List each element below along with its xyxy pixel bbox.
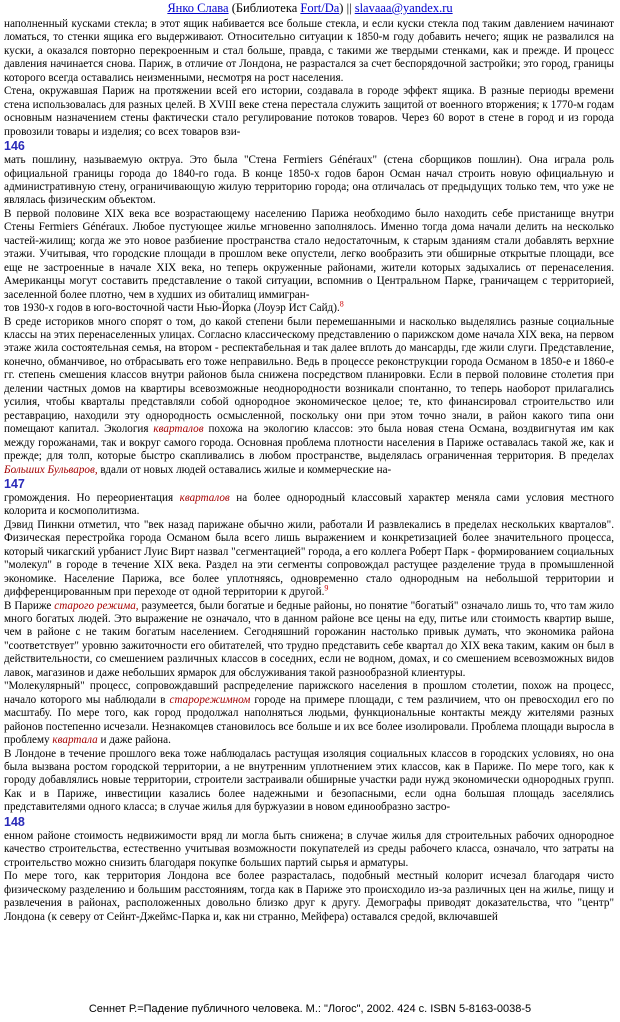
paragraph-text: на более однородный классовый характер меняла сами условия местного колорита и космополитизма. [4, 491, 614, 518]
page-header [0, 1, 620, 16]
paragraph: енном районе стоимость недвижимости вряд ли могла быть снижена; в случае жилья для строительных рабочих однородное качество строительства, естественно учитывая возможности покупателей из среды рабочего класса, означало, что затраты на строительство можно снизить благодаря покупке больших партий сырья и арматуры. [4, 829, 614, 869]
term-kvartalov: кварталов [153, 423, 204, 436]
fortda-link[interactable]: Fort/Da [300, 1, 340, 15]
author-link[interactable]: Янко Слава [167, 1, 229, 15]
paragraph: В первой половине XIX века все возрастающему населению Парижа необходимо было находить себе пристанище внутри Стены Fermiers Généraux. Любое пустующее жилье мгновенно заполнялось. Именно тогда дома начали делить на несколько частей-жилищ; когда же это новое разбиение пространства стало недостаточным, к старым зданиям стали добавлять верхние этажи. Учитывая, что городские площади в прошлом веке опустели, легко вообразить эти обширные открытые площади, все еще не застроенные в начале XIX века, но теперь окруженные районами, жители которых задыхались от перенаселения. Американцы могут составить представление о такой ситуации, вспомнив о Центральном Парке, граничащем с территорией, заселенной более плотно, чем в худших из обиталищ иммигран- [4, 207, 614, 301]
paragraph-text: "Молекулярный" процесс, сопровождавший распределение парижского населения в прошлом столетии, похож на процесс, начало которого мы наблюдали в [4, 680, 614, 706]
paragraph [4, 316, 614, 477]
paragraph: В Лондоне в течение прошлого века тоже наблюдалась растущая изоляция социальных классов в городских условиях, но она была вызвана ростом городской территории, а не внутренним уплотнением этих классов, как в Париже. По мере того, как к городу добавлялись новые территории, строители застраивали обширные участки ради нужд экономически однородных групп. Как и в Париже, инвестиции казались более надежными и безопасными, если одна большая площадь заселялись представителями одного класса; в случае жилья для буржуазии в новом единообразно застро- [4, 747, 614, 814]
paragraph-text: разумеется, были богатые и бедные районы, но понятие "богатый" означало лишь то, что там жило много богатых людей. Это выражение не означало, что в данном районе все цены на еду, питье или стоимость квартир выше, чем в районе с не таким богатым населением. Сегодняшний горожанин настолько привык думать, что экономика района "соответствует" уровню зажиточности его обитателей, что трудно представить себе квартал до XIX века таким, каким он был в действительности, со смешением различных классов в соседних, если не водном, домах, и со смешением всевозможных видов лавок, магазинов и даже небольших ярмарок для обслуживания такой разнообразной клиентуры. [4, 599, 614, 679]
term-old-regime: старого режима, [54, 599, 139, 612]
paragraph-text: похожа на экологию классов: это была новая стена Османа, воздвигнутая им как между горожанами, так и вокруг самого города. Основная проблема плотности населения в Париже оставалась такой же, как и прежде; для толп, которые быстро скапливались в любом пространстве, выделялась ограниченная территория. В пределах [4, 423, 614, 463]
paragraph: По мере того, как территория Лондона все более разрасталась, подобный местный колорит исчезал благодаря чисто физическому разделению и большим расстояниям, тогда как в Париже это происходило из-за различных цен на жилье, пищу и развлечения в районах, расположенных довольно близко друг к другу. Демографы приводят доказательства, что "центр" Лондона (к северу от Сейнт-Джеймс-Парка и, как ни странно, Мейфера) оставался средой, включавшей [4, 870, 614, 923]
book-text [4, 18, 614, 924]
term-boulevards: Больших Бульваров, [4, 463, 98, 476]
paragraph [4, 299, 614, 315]
page-number-146: 146 [4, 139, 25, 154]
paragraph [4, 492, 614, 519]
library-label-open: (Библиотека [228, 1, 301, 15]
paragraph-text: В среде историков много спорят о том, до какой степени были перемешанными и насколько выделялись разные социальные классы на этих перенаселенных улицах. Согласно классическому представлению о парижском доме начала XIX века, на первом этаже жила состоятельная семья, на втором - респектабельная и так далее вплоть до мансарды, где жили слуги. Представление, конечно, обманчивое, но отбрасывать его тоже неправильно. Ведь в процессе реконструкции города Османом в 1850-е и 1860-е гг. степень смешения классов внутри районов была снижена посредством планировки. Если в первой половине столетия при делении частных домов на квартиры всевозможные неоднородности возникали спонтанно, то теперь наоборот прилагались усилия, чтобы кварталы представляли собой однородное экономическое целое; те, кто финансировал строительство или реставрацию, находили эту однородность осмысленной, поскольку они при этом точно знали, в район какого типа они помещают капитал. Экология [4, 315, 614, 436]
paragraph-text: и даже района. [97, 734, 171, 747]
footnote-marker-9[interactable]: 9 [324, 583, 329, 593]
paragraph: Стена, окружавшая Париж на протяжении всей его истории, создавала в городе эффект ящика. В разные периоды времени стена использовалась для разных целей. В XVIII веке стена перестала служить защитой от военного вторжения; к 1770-м годам основным назначением стены фактически стало регулирование потоков товаров. Через 60 ворот в стене в город и из города провозили товары и изделия; со всех товаров взи- [4, 85, 614, 138]
paragraph [4, 680, 614, 747]
term-kvartala: квартала [52, 734, 98, 747]
term-kvartalov: кварталов [179, 491, 230, 504]
page-number-148: 148 [4, 814, 25, 829]
email-link[interactable]: slavaaa@yandex.ru [354, 1, 453, 15]
page-number-147: 147 [4, 476, 25, 491]
paragraph-text: громождения. Но переориентация [4, 491, 180, 504]
paragraph [4, 519, 614, 600]
paragraph: наполненный кусками стекла; в этот ящик набивается все больше стекла, и если куски стекла под таким давлением начинают ломаться, то стенки ящика его выдерживают. Относительно ситуации к 1850-м году добавить нечего; ящик не развалился на куски, а оказался повторно перекроенным и стал больше, правда, с такими же твердыми стенками, как и прежде. И процесс давления начинается снова. Париж, в отличие от Лондона, не разрастался за счет беспорядочной застройки; это город, границы которого всегда оставались неизменными, несмотря на рост населения. [4, 18, 614, 84]
paragraph-text: Дэвид Пинкни отметил, что "век назад парижане обычно жили, работали И развлекались в пределах нескольких кварталов". Физическая перестройка города Османом была всего лишь выражением и конкретизацией более значительного процесса, который чикагский урбанист Луис Вирт назвал "сегментацией" города, а его коллега Роберт Парк - формированием социальных "молекул" в городе в течение XIX века. Раздел на эти сегменты сопровождал растущее разделение труда в промышленной экономике. Население Парижа, все более уплотняясь, одновременно стало однородным на небольшой территории и дифференцированным при переходе от одной территории к другой. [4, 518, 614, 599]
page-footer: Сеннет Р.=Падение публичного человека. М.: "Логос", 2002. 424 с. ISBN 5-8163-0038-5 [88, 1003, 532, 1015]
footnote-marker-8[interactable]: 8 [339, 299, 344, 309]
library-label-close: ) || [339, 1, 355, 15]
paragraph: мать пошлину, называемую октруа. Это была "Стена Fermiers Généraux" (стена сборщиков пошлин). Она играла роль официальной границы города до 1840-го года. В конце 1850-х годов барон Осман начал строить новую официальную и административную стену, ограничивающую жилую территорию города; она отличалась от предыдущих только тем, что уже не являлась физическим объектом. [4, 154, 614, 207]
paragraph-text: вдали от новых людей оставались жилые и коммерческие на- [97, 463, 392, 476]
paragraph-text: городе на примере площади, с тем различием, что он превосходил его по масштабу. По мере того, как город продолжал наполняться людьми, функциональные контакты между жителями разных районов постепенно исчезали. Незнакомцев становилось все больше и их все более изолировали. Проблема площади выросла в проблему [4, 693, 615, 747]
paragraph-text: тов 1930-х годов в юго-восточной части Нью-Йорка (Лоуэр Ист Сайд). [4, 302, 340, 315]
paragraph [4, 600, 614, 681]
term-old-regime-city: старорежимном [169, 693, 251, 706]
paragraph-text: В Париже [4, 599, 55, 612]
